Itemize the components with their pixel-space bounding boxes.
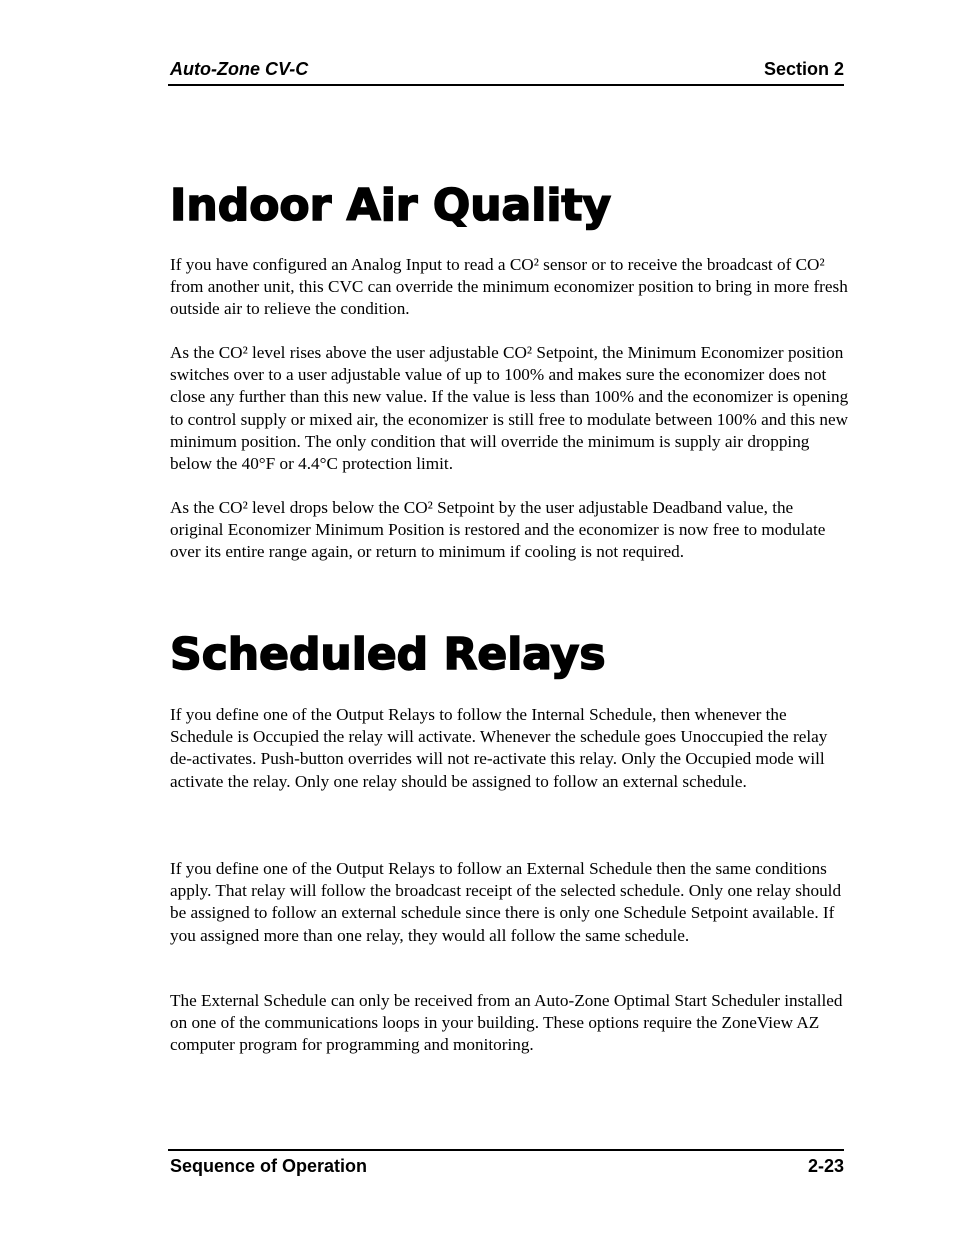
heading-indoor-air-quality: Indoor Air Quality xyxy=(170,180,612,231)
paragraph-relays-3: The External Schedule can only be received from an Auto-Zone Optimal Start Scheduler installed on one of the communications loops in your building. These options require the ZoneView AZ computer program for programming and monitoring. xyxy=(170,991,843,1055)
paragraph-relays-2: If you define one of the Output Relays to follow an External Schedule then the same conditions apply. That relay will follow the broadcast receipt of the selected schedule. Only one relay should be assigned to follow an external schedule since there is only one Schedule Setpoint available. If you assigned more than one relay, they would all follow the same schedule. xyxy=(170,859,842,945)
paragraph-iaq-1: If you have configured an Analog Input to read a CO² sensor or to receive the broadcast of CO² from another unit, this CVC can override the minimum economizer position to bring in more fresh outside air to relieve the condition. xyxy=(170,255,848,319)
header-section-label: Section 2 xyxy=(763,59,844,79)
paragraph-iaq-3: As the CO² level drops below the CO² Setpoint by the user adjustable Deadband value, the original Economizer Minimum Position is restored and the economizer is now free to modulate over its entire range again, or return to minimum if cooling is not required. xyxy=(170,498,826,562)
footer-page-number: 2-23 xyxy=(807,1156,844,1176)
paragraph-relays-1: If you define one of the Output Relays to follow the Internal Schedule, then whenever the Schedule is Occupied the relay will activate. Whenever the schedule goes Unoccupied the relay de-activates. Push-button overrides will not re-activate this relay. Only the Occupied mode will activate the relay. Only one relay should be assigned to follow an external schedule. xyxy=(170,705,828,791)
footer-chapter-title: Sequence of Operation xyxy=(170,1156,368,1176)
paragraph-iaq-2: As the CO² level rises above the user adjustable CO² Setpoint, the Minimum Economizer position switches over to a user adjustable value of up to 100% and makes sure the economizer does not close any further than this new value. If the value is less than 100% and the economizer is opening to control supply or mixed air, the economizer is still free to modulate between 100% and this new minimum position. The only condition that will override the minimum is supply air dropping below the 40°F or 4.4°C protection limit. xyxy=(170,343,849,474)
page-header xyxy=(168,58,844,86)
header-product-name: Auto-Zone CV-C xyxy=(170,59,309,79)
page-footer xyxy=(168,1149,844,1176)
heading-scheduled-relays: Scheduled Relays xyxy=(170,629,606,680)
